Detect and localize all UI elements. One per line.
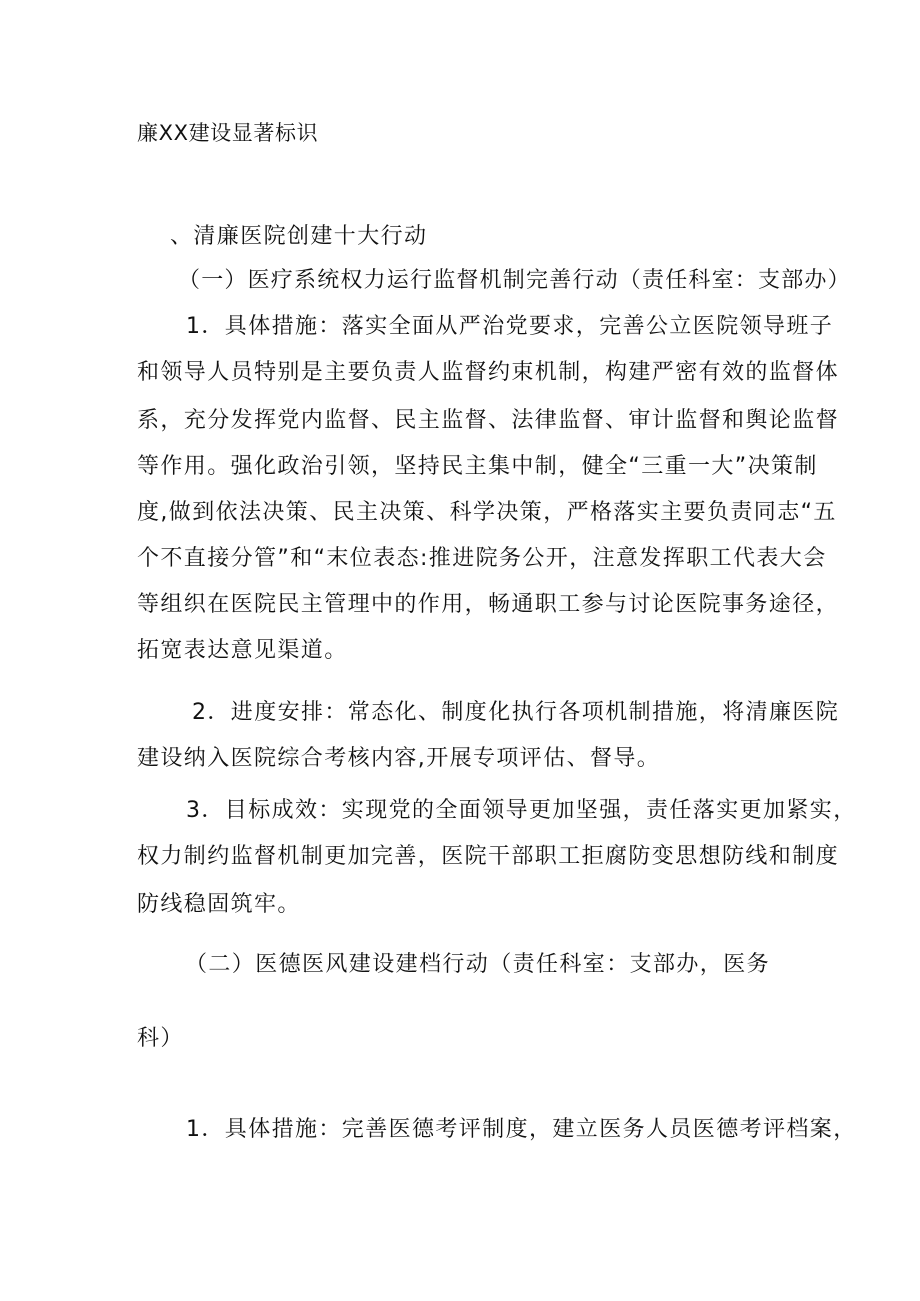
paragraph-2-1-line-1: 1．具体措施：完善医德考评制度，建立医务人员医德考评档案，	[186, 1117, 857, 1142]
paragraph-1-2-line-2: 建设纳入医院综合考核内容,开展专项评估、督导。	[137, 746, 661, 771]
paragraph-1-2-line-1: 2．进度安排：常态化、制度化执行各项机制措施，将清廉医院	[192, 700, 840, 725]
paragraph-1-1-line-7: 等组织在医院民主管理中的作用，畅通职工参与讨论医院事务途径，	[137, 592, 840, 617]
paragraph-1-1-line-6: 个不直接分管”和“末位表态:推进院务公开，注意发挥职工代表大会	[137, 546, 827, 571]
subsection-heading-2-line-1: （二）医德医风建设建档行动（责任科室：支部办，医务	[185, 952, 771, 977]
paragraph-1-3-line-3: 防线稳固筑牢。	[137, 892, 301, 917]
paragraph-1-3-line-2: 权力制约监督机制更加完善，医院干部职工拒腐防变思想防线和制度	[137, 844, 840, 869]
subsection-heading-1: （一）医疗系统权力运行监督机制完善行动（责任科室：支部办）	[178, 268, 851, 293]
paragraph-1-1-line-5: 度,做到依法决策、民主决策、科学决策，严格落实主要负责同志“五	[137, 500, 837, 525]
paragraph-1-1-line-2: 和领导人员特别是主要负责人监督约束机制，构建严密有效的监督体	[137, 360, 840, 385]
paragraph-1-3-line-1: 3．目标成效：实现党的全面领导更加坚强，责任落实更加紧实，	[186, 798, 857, 823]
paragraph-1-1-line-3: 系，充分发挥党内监督、民主监督、法律监督、审计监督和舆论监督	[137, 408, 840, 433]
paragraph-1-1-line-4: 等作用。强化政治引领，坚持民主集中制，健全“三重一大”决策制	[137, 454, 818, 479]
top-title: 廉XX建设显著标识	[137, 121, 319, 145]
paragraph-1-1-line-8: 拓宽表达意见渠道。	[137, 638, 348, 663]
paragraph-1-1-line-1: 1．具体措施：落实全面从严治党要求，完善公立医院领导班子	[186, 314, 834, 339]
section-heading: 、清廉医院创建十大行动	[170, 224, 428, 249]
subsection-heading-2-line-2: 科）	[137, 1026, 184, 1051]
